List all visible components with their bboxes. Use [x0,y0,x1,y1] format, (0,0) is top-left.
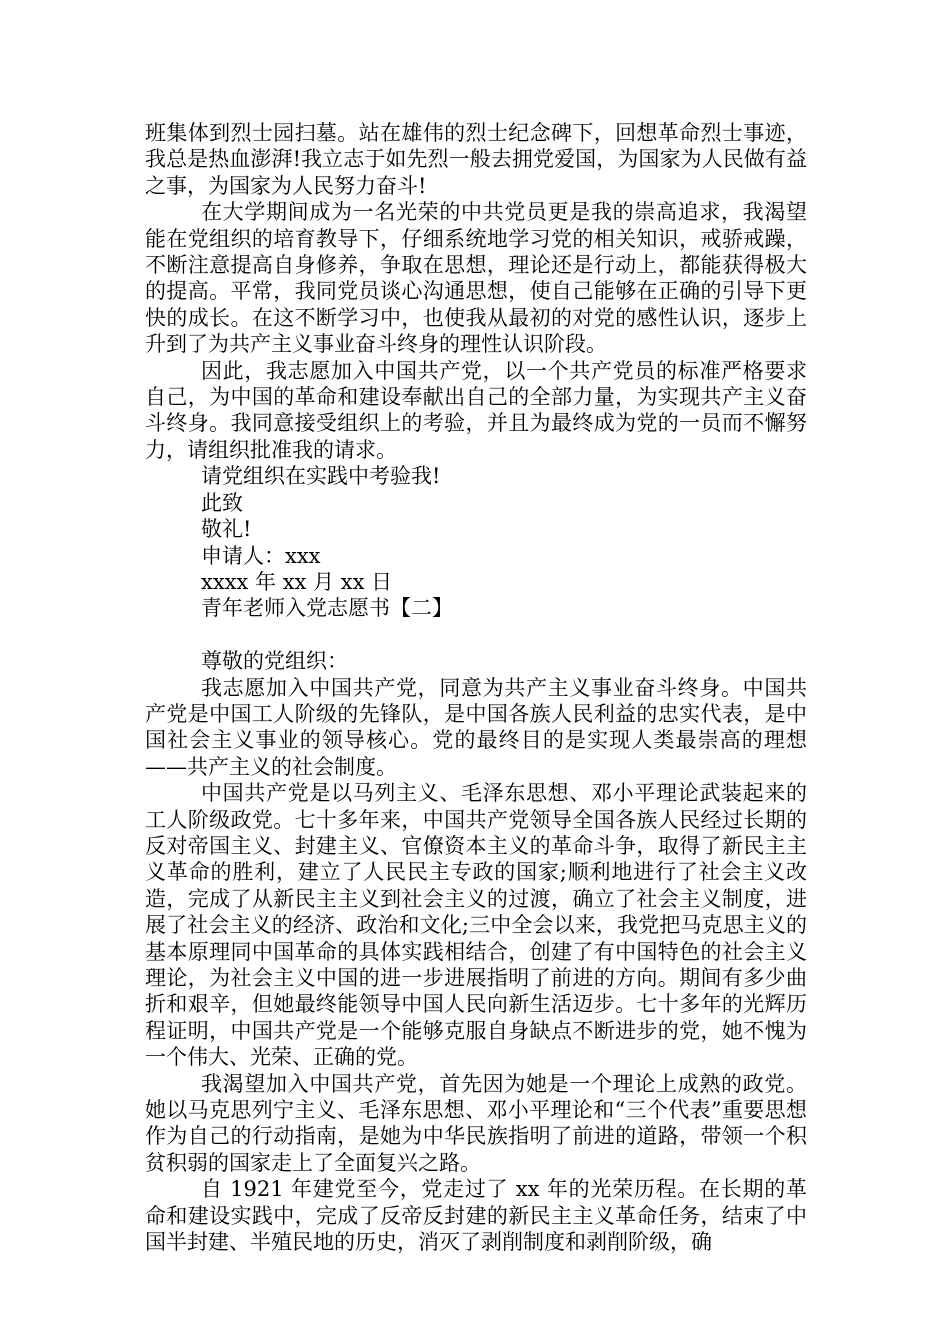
salutation-line-1: 此致 [201,490,243,515]
paragraph: 在大学期间成为一名光荣的中共党员更是我的崇高追求，我渴望能在党组织的培育教导下，仔细系统地学习党的相关知识，戒骄戒躁，不断注意提高自身修养，争取在思想，理论还是行动上，都能获得极大的提高。平常，我同党员谈心沟通思想，使自己能够在正确的引导下更快的成长。在这不断学习中，也使我从最初的对党的感性认识，逐步上升到了为共产主义事业奋斗终身的理性认识阶段。 [145,200,807,357]
paragraph: 我渴望加入中国共产党，首先因为她是一个理论上成熟的政党。她以马克思列宁主义、毛泽东思想、邓小平理论和“三个代表”重要思想作为自己的行动指南，是她为中华民族指明了前进的道路，带领一个积贫积弱的国家走上了全面复兴之路。 [145,1071,807,1175]
document-page [145,120,807,1255]
blank-line [145,622,807,648]
greeting: 尊敬的党组织： [201,649,348,674]
section-title: 青年老师入党志愿书【二】 [201,596,453,621]
paragraph: 自 1921 年建党至今，党走过了 xx 年的光荣历程。在长期的革命和建设实践中，完成了反帝反封建的新民主主义革命任务，结束了中国半封建、半殖民地的历史，消灭了剥削制度和剥削阶级，确 [145,1177,807,1255]
salutation-line-2: 敬礼! [201,517,252,542]
paragraph: 班集体到烈士园扫墓。站在雄伟的烈士纪念碑下，回想革命烈士事迹，我总是热血澎湃!我立志于如先烈一般去拥党爱国，为国家为人民做有益之事，为国家为人民努力奋斗! [145,121,807,198]
applicant-signature: 申请人：xxx [201,543,321,568]
paragraph: 中国共产党是以马列主义、毛泽东思想、邓小平理论武装起来的工人阶级政党。七十多年来，中国共产党领导全国各族人民经过长期的反对帝国主义、封建主义、官僚资本主义的革命斗争，取得了新民主主义革命的胜利，建立了人民民主专政的国家;顺利地进行了社会主义改造，完成了从新民主主义到社会主义的过渡，确立了社会主义制度，进展了社会主义的经济、政治和文化;三中全会以来，我党把马克思主义的基本原理同中国革命的具体实践相结合，创建了有中国特色的社会主义理论，为社会主义中国的进一步进展指明了前进的方向。期间有多少曲折和艰辛，但她最终能领导中国人民向新生活迈步。七十多年的光辉历程证明，中国共产党是一个能够克服自身缺点不断进步的党，她不愧为一个伟大、光荣、正确的党。 [145,781,807,1070]
closing-request: 请党组织在实践中考验我! [201,464,441,489]
paragraph: 因此，我志愿加入中国共产党，以一个共产党员的标准严格要求自己，为中国的革命和建设奉献出自己的全部力量，为实现共产主义奋斗终身。我同意接受组织上的考验，并且为最终成为党的一员而不懈努力，请组织批准我的请求。 [145,358,807,462]
paragraph: 我志愿加入中国共产党，同意为共产主义事业奋斗终身。中国共产党是中国工人阶级的先锋队，是中国各族人民利益的忠实代表，是中国社会主义事业的领导核心。党的最终目的是实现人类最崇高的理想——共产主义的社会制度。 [145,675,807,779]
application-date: xxxx 年 xx 月 xx 日 [201,569,393,594]
